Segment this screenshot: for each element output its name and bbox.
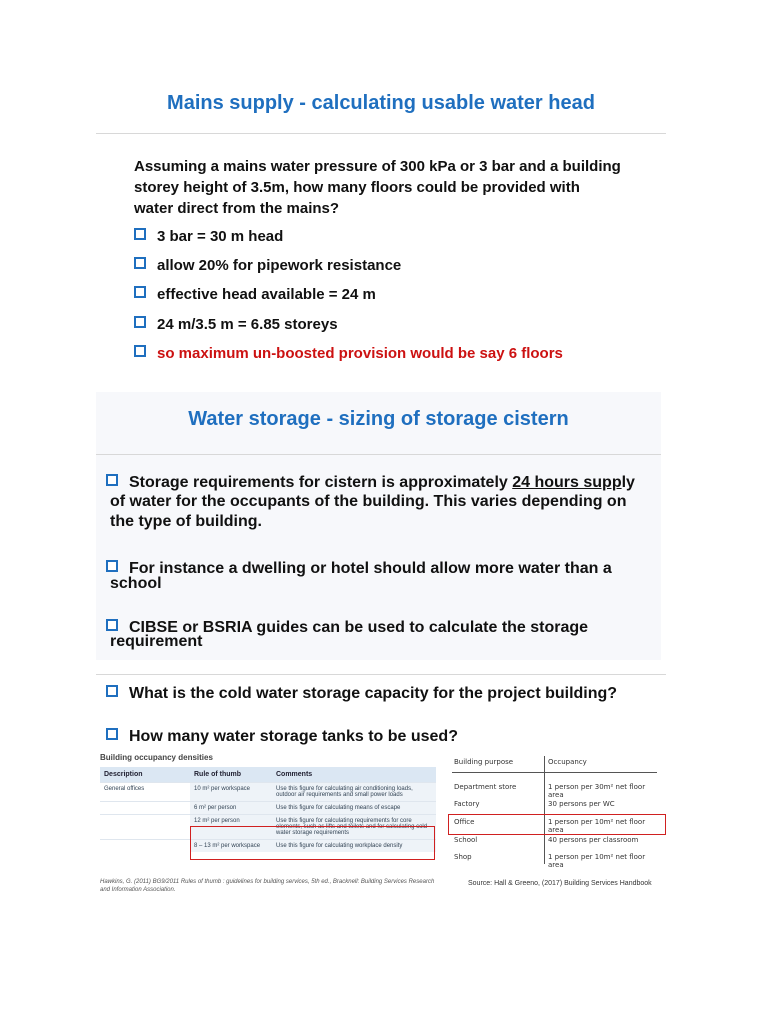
checkbox-bullet-icon	[106, 560, 118, 572]
section-divider	[96, 674, 666, 675]
checkbox-bullet-icon	[134, 228, 146, 240]
title-divider	[96, 133, 666, 134]
bullet-item: effective head available = 24 m	[134, 284, 376, 305]
table-cell: Shop	[454, 853, 472, 861]
table-cell: 12 m² per person	[190, 815, 272, 840]
table-row	[452, 853, 662, 867]
red-highlight-box	[448, 814, 666, 835]
bullet-text-line: of water for the occupants of the building. This varies depending on	[110, 493, 627, 510]
red-highlight-box	[190, 826, 435, 860]
question-item: How many water storage tanks to be used?	[106, 728, 458, 745]
bullet-item: allow 20% for pipework resistance	[134, 255, 401, 276]
checkbox-bullet-icon	[134, 316, 146, 328]
table-cell: 8 – 13 m² per workspace	[190, 840, 272, 853]
column-header: Comments	[272, 767, 436, 783]
table-row	[452, 783, 662, 797]
slide-mains-supply	[96, 80, 666, 380]
table-cell	[100, 802, 190, 815]
bullet-item: 24 m/3.5 m = 6.85 storeys	[134, 314, 338, 335]
question-line-3: water direct from the mains?	[134, 200, 340, 217]
table-cell: School	[454, 836, 478, 844]
checkbox-bullet-icon	[134, 257, 146, 269]
checkbox-bullet-icon	[106, 728, 118, 740]
table-cell: 40 persons per classroom	[548, 836, 639, 844]
table-cell: 1 person per 10m² net floor area	[548, 818, 646, 834]
checkbox-bullet-icon	[106, 474, 118, 486]
table-row	[100, 783, 436, 802]
table-cell: 30 persons per WC	[548, 800, 615, 808]
bullet-text-line: requirement	[110, 633, 203, 650]
table-cell: Use this figure for calculating means of escape	[272, 802, 436, 815]
column-header: Description	[100, 767, 190, 783]
slide-water-storage	[96, 392, 661, 660]
table-cell: 6 m² per person	[190, 802, 272, 815]
question-item: What is the cold water storage capacity for the project building?	[106, 685, 617, 702]
title-divider	[96, 454, 661, 455]
table-cell: Department store	[454, 783, 517, 791]
bullet-item: 3 bar = 30 m head	[134, 226, 283, 247]
checkbox-bullet-icon	[134, 286, 146, 298]
bullet-item: For instance a dwelling or hotel should allow more water than a	[106, 560, 612, 577]
header-rule	[452, 772, 657, 773]
table-row	[452, 800, 662, 814]
table-cell: 1 person per 10m² net floor area	[548, 853, 646, 869]
table-source: Source: Hall & Greeno, (2017) Building Services Handbook	[468, 880, 652, 887]
table-cell: Use this figure for calculating requirements for core elements, such as lifts and toilets and for calculating cold water storage requirements	[272, 815, 436, 840]
column-header: Occupancy	[548, 758, 587, 766]
column-header: Rule of thumb	[190, 767, 272, 783]
table-row	[452, 836, 662, 850]
table-cell: Factory	[454, 800, 480, 808]
bullet-item-conclusion: so maximum un-boosted provision would be say 6 floors	[134, 343, 563, 364]
column-header: Building purpose	[454, 758, 514, 766]
bullet-text-line: the type of building.	[110, 513, 262, 530]
checkbox-bullet-icon	[106, 619, 118, 631]
table-row	[100, 802, 436, 815]
slide-title-storage: Water storage - sizing of storage cistern	[188, 408, 569, 430]
bullet-text-line: school	[110, 575, 162, 592]
table-cell: Use this figure for calculating workplace density	[272, 840, 436, 853]
checkbox-bullet-icon	[134, 345, 146, 357]
table-caption: Building occupancy densities	[100, 753, 213, 762]
table-cell: General offices	[100, 783, 190, 802]
bullet-item: CIBSE or BSRIA guides can be used to calculate the storage	[106, 619, 588, 636]
table-cell	[100, 840, 190, 853]
table-cell: Office	[454, 818, 475, 826]
table-citation: Hawkins, G. (2011) BG9/2011 Rules of thumb : guidelines for building services, 5th ed., Bracknell: Building Services Research and Information Association.	[100, 879, 435, 893]
table-cell: 1 person per 30m² net floor area	[548, 783, 646, 799]
table-header-row	[452, 758, 662, 772]
table-cell: Use this figure for calculating air conditioning loads, outdoor air requirements and small power loads	[272, 783, 436, 802]
table-cell: 10 m² per workspace	[190, 783, 272, 802]
table-cell	[100, 815, 190, 840]
bullet-item: Storage requirements for cistern is approximately 24 hours supply	[106, 474, 635, 491]
question-line-1: Assuming a mains water pressure of 300 kPa or 3 bar and a building	[134, 158, 621, 175]
checkbox-bullet-icon	[106, 685, 118, 697]
slide-title-mains: Mains supply - calculating usable water head	[167, 92, 595, 114]
question-line-2: storey height of 3.5m, how many floors could be provided with	[134, 179, 580, 196]
